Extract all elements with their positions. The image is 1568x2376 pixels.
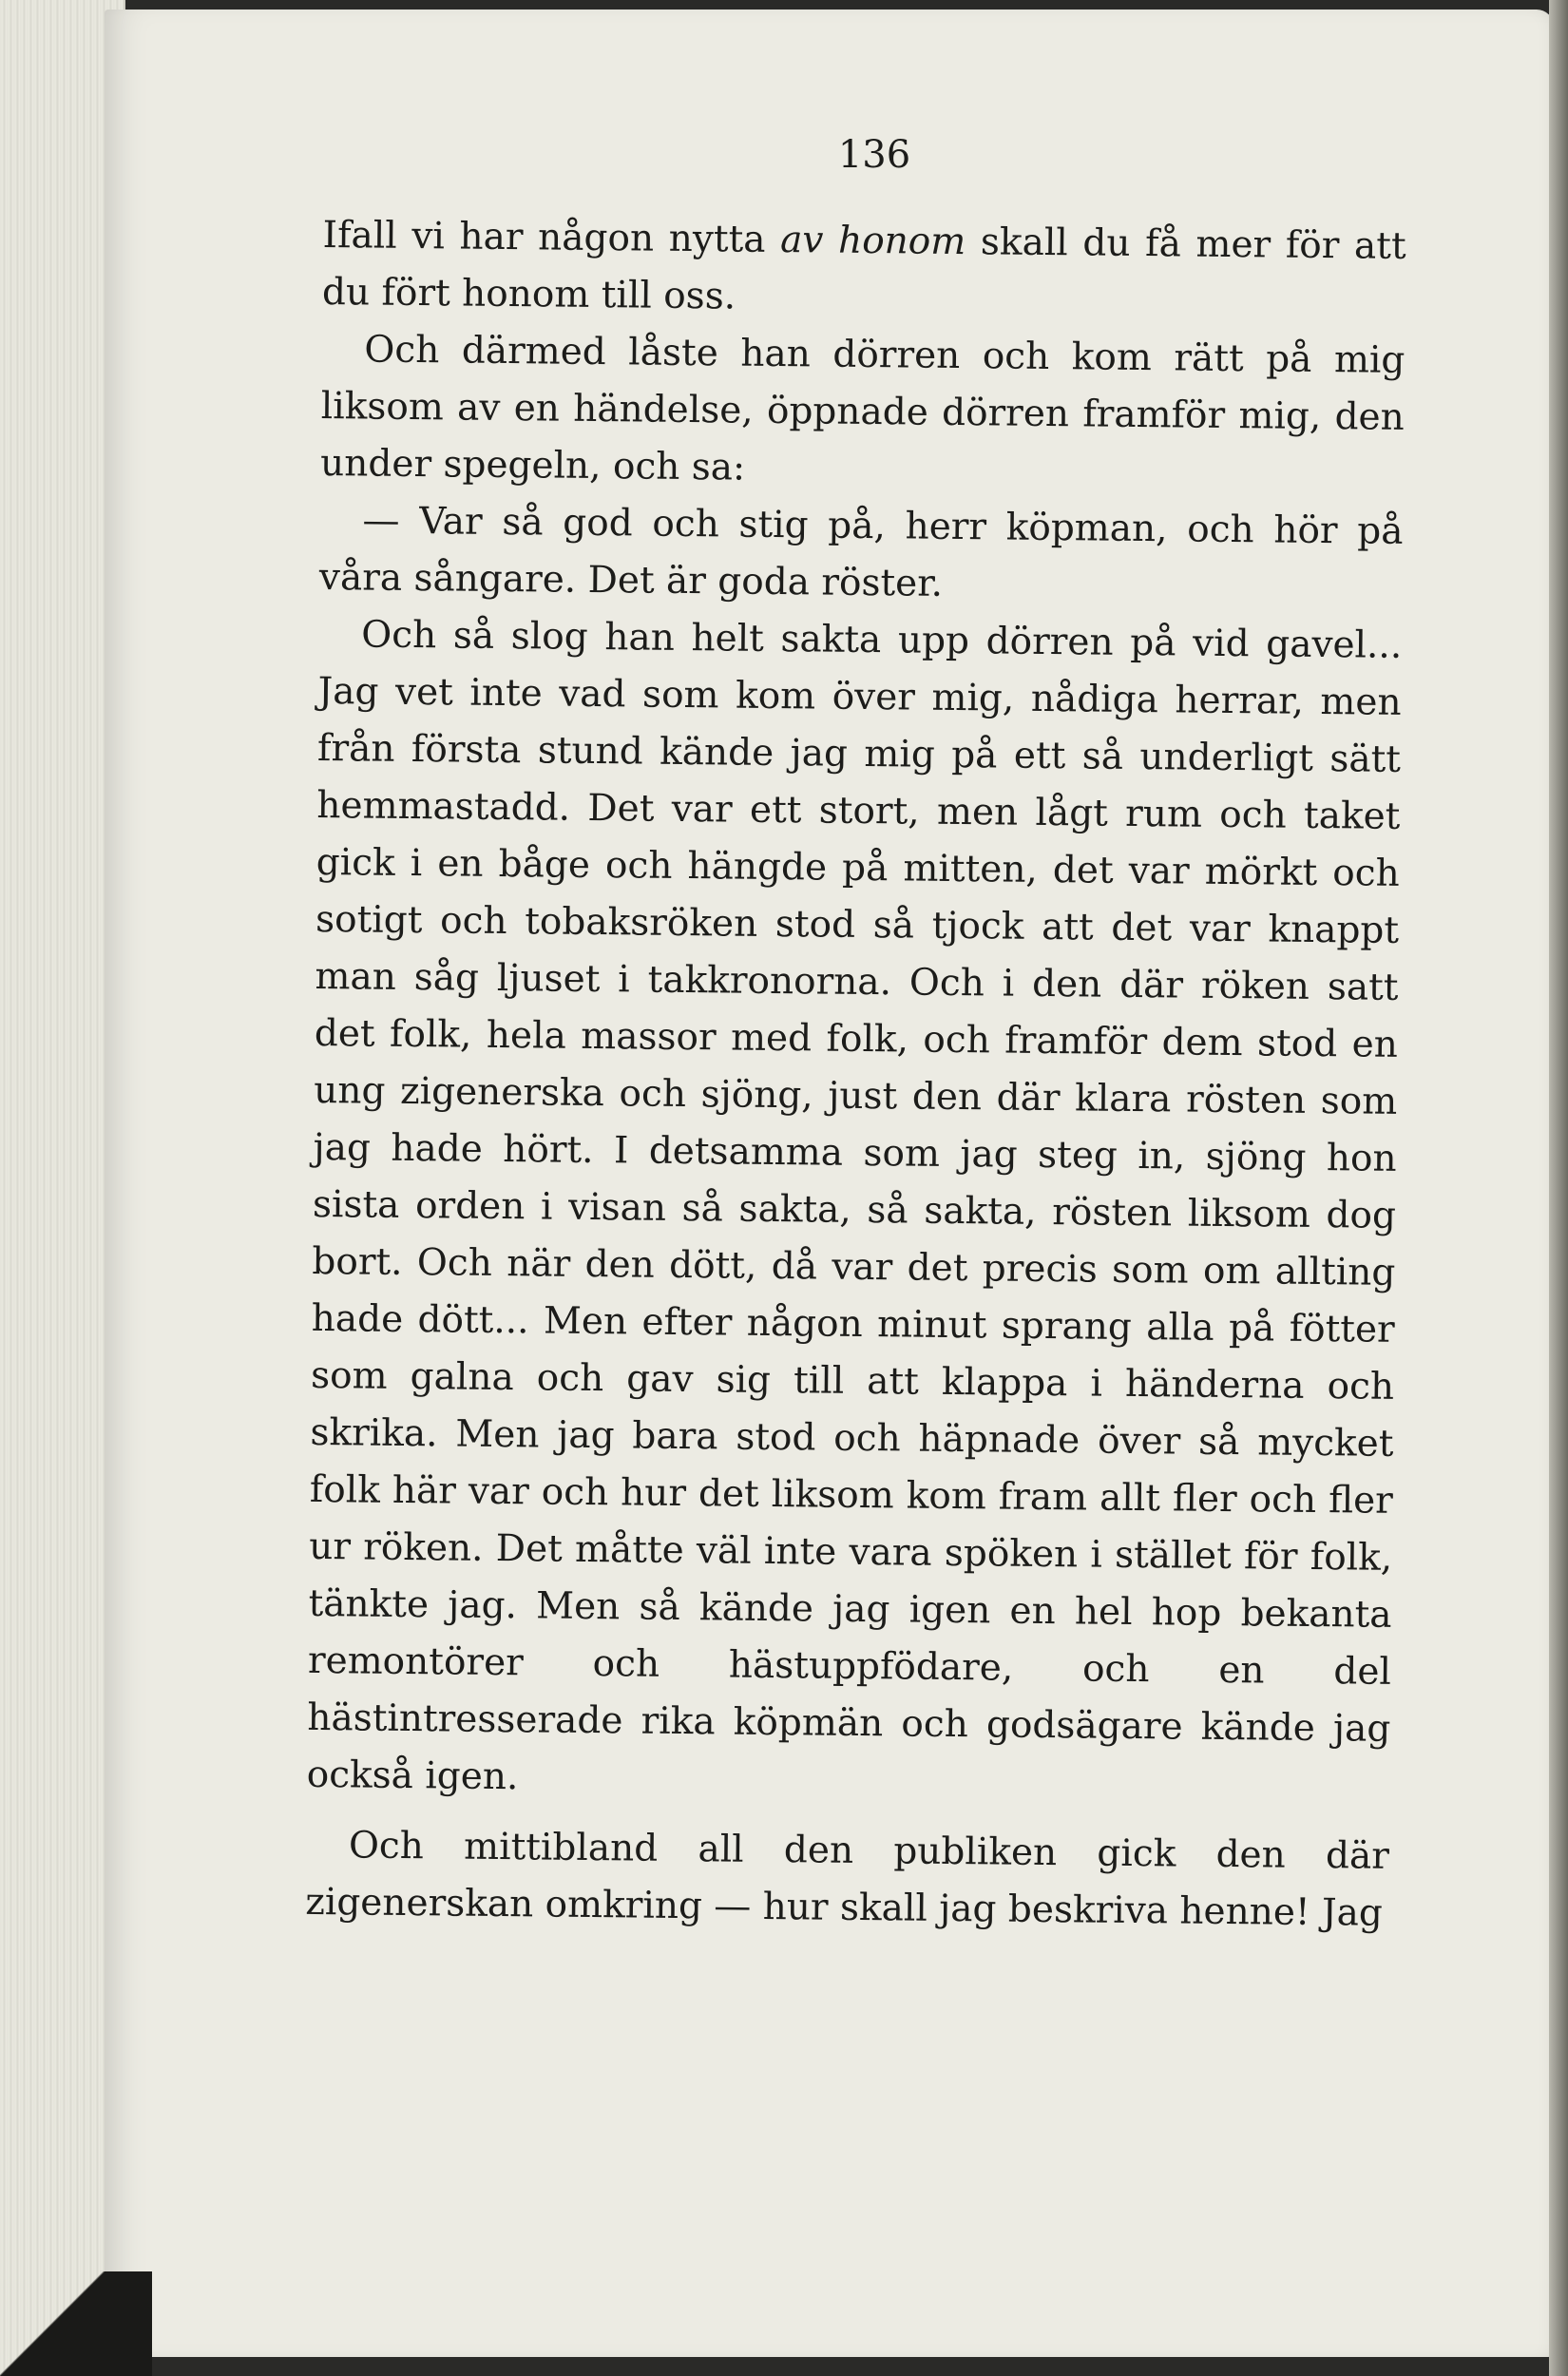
paragraph-5: Och mittibland all den publiken gick den där zigenerskan omkring — hur skall jag beskriva henne! Jag — [305, 1824, 1390, 1935]
paragraph-1 — [322, 207, 1406, 333]
paragraph-1-start: Ifall vi har någon nytta — [322, 213, 781, 262]
paragraph-4: Och så slog han helt sakta upp dörren på vid gavel... Jag vet inte vad som kom över mig, nådiga herrar, men från första stund kände jag mig på ett så underligt sätt hemmastadd. Det var ett stort, men lågt rum och taket gick i en båge och hängde på mitten, det var mörkt och sotigt och tobaksröken stod så tjock att det var knappt man såg ljuset i takkronorna. Och i den där röken satt det folk, hela massor med folk, och framför dem stod en ung zigenerska och sjöng, just den där klara rösten som jag hade hört. I detsamma som jag steg in, sjöng hon sista orden i visan så sakta, så sakta, rösten liksom dog bort. Och när den dött, då var det precis som om allting hade dött... Men efter någon minut sprang alla på fötter som galna och gav sig till att klappa i händerna och skrika. Men jag bara stod och häpnade över så mycket folk här var och hur det liksom kom fram allt fler och fler ur röken. Det måtte väl inte vara spöken i stället för folk, tänkte jag. Men så kände jag igen en hel hop bekanta remontörer och hästuppfödare, och en del hästintresserade rika köpmän och godsägare kände jag också igen. — [306, 613, 1403, 1799]
book-spine-shadow — [1549, 0, 1568, 2376]
page-corner-shadow — [0, 2271, 152, 2376]
page-number: 136 — [837, 133, 911, 177]
paragraph-1-end: skall du få mer för att du fört honom till oss. — [321, 220, 1406, 318]
body-text — [305, 207, 1406, 1943]
paragraph-2: Och därmed låste han dörren och kom rätt på mig liksom av en händelse, öppnade dörren framför mig, den under spegeln, och sa: — [319, 328, 1405, 489]
paragraph-1-italic: av honom — [779, 219, 966, 264]
paragraph-3: — Var så god och stig på, herr köpman, och hör på våra sångare. Det är goda röster. — [318, 499, 1404, 605]
